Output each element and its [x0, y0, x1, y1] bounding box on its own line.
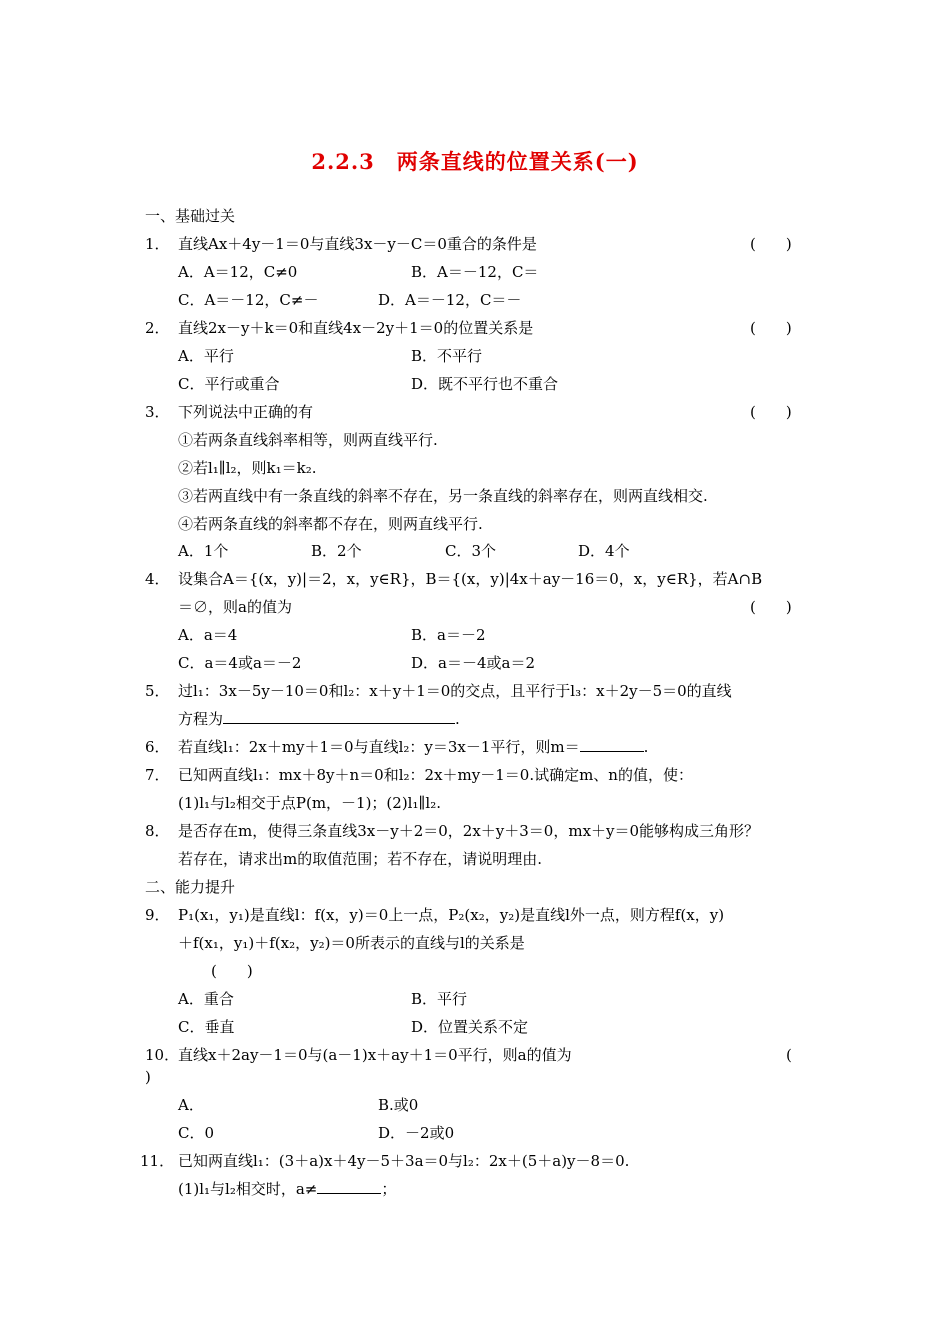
question-10-option-a: A． — [178, 1096, 204, 1114]
question-2-option-d: D．既不平行也不重合 — [411, 375, 559, 393]
question-3-option-d: D．4个 — [578, 542, 630, 560]
question-5-number: 5． — [145, 682, 170, 700]
question-1-option-d: D．A＝－12，C＝－ — [378, 291, 522, 309]
question-11-stem: 已知两直线l₁：(3＋a)x＋4y－5＋3a＝0与l₂：2x＋(5＋a)y－8＝0. — [178, 1152, 630, 1170]
question-5-prefix: 方程为 — [178, 710, 224, 728]
section-heading-advanced: 二、能力提升 — [145, 878, 236, 896]
question-10-paren-left: ( — [786, 1046, 792, 1064]
question-10-option-d: D．－2或0 — [378, 1124, 455, 1142]
question-11-number: 11． — [140, 1152, 175, 1170]
question-1-answer-paren: ( ) — [750, 235, 792, 253]
question-9-number: 9． — [145, 906, 170, 924]
question-4-number: 4． — [145, 570, 170, 588]
question-2-answer-paren: ( ) — [750, 319, 792, 337]
question-2-option-a: A．平行 — [178, 347, 234, 365]
question-9-option-d: D．位置关系不定 — [411, 1018, 529, 1036]
question-9-option-b: B．平行 — [411, 990, 468, 1008]
section-heading-basic: 一、基础过关 — [145, 207, 236, 225]
question-2-number: 2． — [145, 319, 170, 337]
question-11-answer-blank[interactable] — [317, 1179, 381, 1194]
question-6-number: 6． — [145, 738, 170, 756]
question-4-option-d: D．a＝－4或a＝2 — [411, 654, 535, 672]
question-3-number: 3． — [145, 403, 170, 421]
question-8-stem-line1: 是否存在m，使得三条直线3x－y＋2＝0，2x＋y＋3＝0，mx＋y＝0能够构成三角形？ — [178, 822, 760, 840]
question-4-option-a: A．a＝4 — [178, 626, 238, 644]
question-9-answer-paren: ( ) — [211, 962, 253, 980]
question-5-stem-line2 — [178, 709, 460, 729]
question-11-end: ； — [381, 1180, 397, 1198]
question-3-answer-paren: ( ) — [750, 403, 792, 421]
question-6-stem: 若直线l₁：2x＋my＋1＝0与直线l₂：y＝3x－1平行，则m＝ — [178, 738, 580, 756]
question-4-option-b: B．a＝－2 — [411, 626, 486, 644]
question-10-number: 10． — [145, 1046, 180, 1064]
question-3-option-b: B．2个 — [311, 542, 362, 560]
question-3-statement-4: ④若两条直线的斜率都不存在，则两直线平行. — [178, 515, 483, 533]
question-1-option-b: B．A＝－12，C＝ — [411, 263, 539, 281]
page-title: 2.2.3 两条直线的位置关系(一) — [311, 149, 639, 174]
question-2-stem: 直线2x－y＋k＝0和直线4x－2y＋1＝0的位置关系是 — [178, 319, 534, 337]
question-9-option-c: C．垂直 — [178, 1018, 235, 1036]
question-10-paren-right: ) — [145, 1068, 151, 1086]
question-4-stem-line2: ＝∅，则a的值为 — [178, 598, 292, 616]
question-1-option-c: C．A＝－12，C≠－ — [178, 291, 319, 309]
question-3-statement-1: ①若两条直线斜率相等，则两直线平行. — [178, 431, 438, 449]
question-1-stem: 直线Ax＋4y－1＝0与直线3x－y－C＝0重合的条件是 — [178, 235, 537, 253]
question-3-option-a: A．1个 — [178, 542, 229, 560]
question-4-answer-paren: ( ) — [750, 598, 792, 616]
question-9-stem-line1: P₁(x₁，y₁)是直线l：f(x，y)＝0上一点，P₂(x₂，y₂)是直线l外一点，则方程f(x，y) — [178, 906, 725, 924]
question-3-stem: 下列说法中正确的有 — [178, 403, 314, 421]
question-5-end: . — [455, 710, 460, 728]
question-11-subpart-1: (1)l₁与l₂相交时，a≠ — [178, 1180, 318, 1198]
question-3-statement-2: ②若l₁∥l₂，则k₁＝k₂. — [178, 459, 317, 477]
question-6-end: . — [643, 738, 649, 756]
question-3-option-c: C．3个 — [445, 542, 497, 560]
question-7-stem: 已知两直线l₁：mx＋8y＋n＝0和l₂：2x＋my－1＝0.试确定m、n的值，使： — [178, 766, 693, 784]
question-1-number: 1． — [145, 235, 170, 253]
question-5-answer-blank[interactable] — [223, 709, 455, 724]
question-4-option-c: C．a＝4或a＝－2 — [178, 654, 302, 672]
question-6-answer-blank[interactable] — [580, 737, 644, 752]
question-1-option-a: A．A＝12，C≠0 — [178, 263, 298, 281]
question-3-statement-3: ③若两直线中有一条直线的斜率不存在，另一条直线的斜率存在，则两直线相交. — [178, 487, 708, 505]
question-11-subpart-line — [178, 1179, 396, 1199]
question-9-option-a: A．重合 — [178, 990, 234, 1008]
question-9-stem-line2: ＋f(x₁，y₁)＋f(x₂，y₂)＝0所表示的直线与l的关系是 — [178, 934, 525, 952]
question-8-stem-line2: 若存在，请求出m的取值范围；若不存在，请说明理由. — [178, 850, 542, 868]
question-10-option-c: C．0 — [178, 1124, 215, 1142]
question-6-stem-line — [178, 737, 648, 757]
question-2-option-b: B．不平行 — [411, 347, 483, 365]
question-10-option-b: B.或0 — [378, 1096, 419, 1114]
question-2-option-c: C．平行或重合 — [178, 375, 280, 393]
question-10-stem: 直线x＋2ay－1＝0与(a－1)x＋ay＋1＝0平行，则a的值为 — [178, 1046, 572, 1064]
question-8-number: 8． — [145, 822, 170, 840]
question-5-stem-line1: 过l₁：3x－5y－10＝0和l₂：x＋y＋1＝0的交点，且平行于l₃：x＋2y－5＝0的直线 — [178, 682, 732, 700]
question-7-subparts: (1)l₁与l₂相交于点P(m，－1)；(2)l₁∥l₂. — [178, 794, 441, 812]
question-7-number: 7． — [145, 766, 170, 784]
question-4-stem-line1: 设集合A＝{(x，y)|＝2，x，y∈R}，B＝{(x，y)|4x＋ay－16＝0，x，y∈R}，若A∩B — [178, 570, 763, 588]
